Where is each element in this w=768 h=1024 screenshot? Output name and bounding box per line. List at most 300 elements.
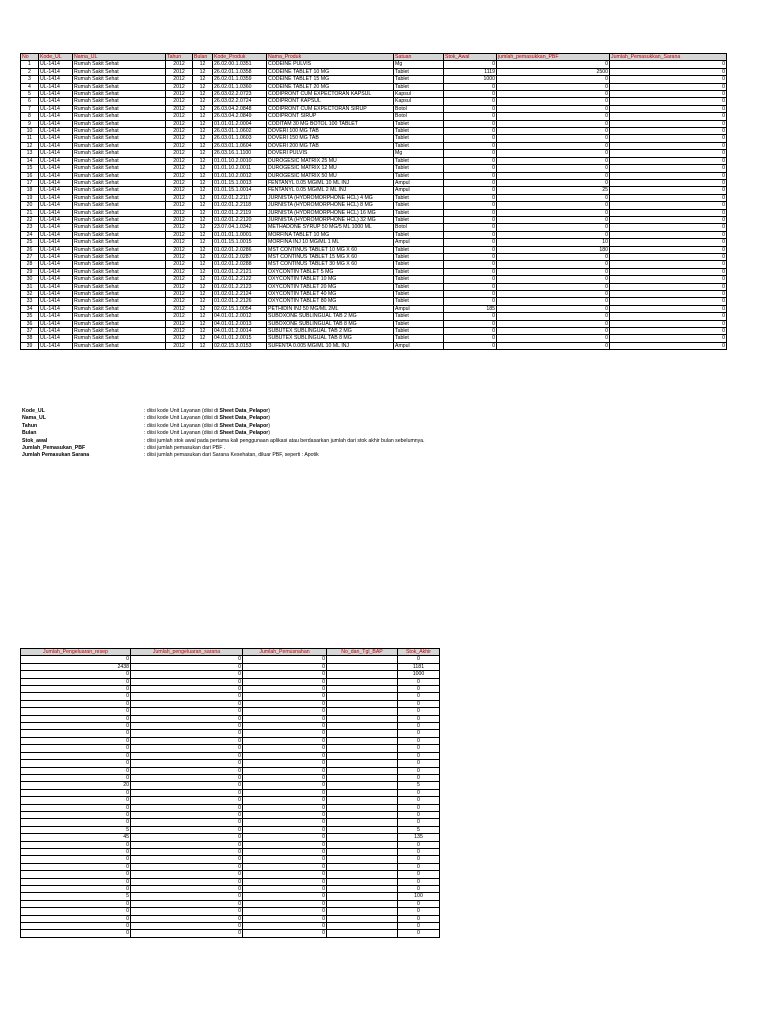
table-cell: 0 [131,930,243,937]
table-cell: 12 [193,246,213,253]
table-cell: 12 [193,172,213,179]
table-cell: 0 [21,700,131,707]
table-cell: 0 [131,811,243,818]
table-cell [327,915,398,922]
table-cell: 0 [398,752,440,759]
table-row [21,105,727,112]
table-cell: DUROGESIC MATRIX 12 MU [267,165,394,172]
table-cell: 2012 [166,261,193,268]
column-header: Satuan [394,54,444,61]
table-row [21,841,440,848]
table-cell: 0 [398,886,440,893]
table-cell [327,774,398,781]
table-cell: 0 [243,723,327,730]
table-cell: 0 [398,804,440,811]
table-row [21,782,440,789]
table-cell: 0 [610,98,727,105]
table-cell: 0 [610,83,727,90]
legend-text-end: ) [268,415,271,422]
table-cell: 26.03.16.1.1100 [213,150,267,157]
legend-text: : diisi kode Unit Layanan (diisi di [144,408,220,414]
table-cell: 0 [398,900,440,907]
table-cell: 0 [243,737,327,744]
table-cell [327,856,398,863]
table-cell: 0 [131,745,243,752]
table-cell: 0 [497,128,610,135]
table-cell: 0 [131,782,243,789]
table-cell: UL-1414 [39,135,73,142]
table-row [21,313,727,320]
table-cell: 36 [21,320,39,327]
table-cell: 2012 [166,239,193,246]
table-cell: UL-1414 [39,335,73,342]
table-cell: 33 [21,298,39,305]
table-cell: 2012 [166,172,193,179]
table-cell: Rumah Sakit Sehat [73,342,166,349]
table-cell: 0 [243,767,327,774]
table-cell: 0 [21,678,131,685]
table-cell: CODEINE TABLET 10 MG [267,68,394,75]
table-cell: UL-1414 [39,261,73,268]
table-cell: Rumah Sakit Sehat [73,128,166,135]
table-cell: 5 [21,893,131,900]
table-cell: 0 [610,91,727,98]
table-cell: Rumah Sakit Sehat [73,298,166,305]
table-cell: 0 [610,202,727,209]
table-cell: 0 [444,276,497,283]
table-row [21,305,727,312]
table-cell: 0 [444,91,497,98]
table-cell: Tablet [394,246,444,253]
table-cell: 12 [193,276,213,283]
table-cell: 0 [610,128,727,135]
table-cell: 0 [497,120,610,127]
table-cell: 0 [398,915,440,922]
table-cell: 0 [131,848,243,855]
table-cell: 0 [21,686,131,693]
table-row [21,723,440,730]
table-cell: 0 [21,841,131,848]
table-cell: 0 [131,767,243,774]
legend-key: Bulan [22,430,37,437]
table-cell: 0 [444,165,497,172]
table-cell: Ampul [394,239,444,246]
table-cell: 12 [193,253,213,260]
table-cell: 2012 [166,91,193,98]
table-cell: UL-1414 [39,283,73,290]
table-cell: 01.01.15.1.0013 [213,179,267,186]
table-cell: 0 [21,908,131,915]
table-row [21,291,727,298]
table-cell: 0 [243,930,327,937]
table-cell: 1181 [398,663,440,670]
table-cell: 0 [610,172,727,179]
table-cell: 0 [131,678,243,685]
table-cell: 0 [131,686,243,693]
table-cell: UL-1414 [39,305,73,312]
table-cell [327,908,398,915]
table-cell: 12 [193,283,213,290]
table-cell: MORFINA TABLET 10 MG [267,231,394,238]
table-row [21,826,440,833]
table-cell: 0 [497,105,610,112]
table-cell: UL-1414 [39,172,73,179]
table-cell: UL-1414 [39,105,73,112]
table-cell: 0 [610,209,727,216]
table-cell: UL-1414 [39,253,73,260]
table-cell [327,767,398,774]
table-cell: 12 [193,239,213,246]
column-header: Stok_Awal [444,54,497,61]
table-row [21,797,440,804]
column-header: Kode_Produk [213,54,267,61]
table-row [21,320,727,327]
table-cell: 2012 [166,187,193,194]
table-cell: UL-1414 [39,313,73,320]
table-cell: 0 [444,209,497,216]
table-cell: 0 [131,737,243,744]
table-cell: CODEINE TABLET 20 MG [267,83,394,90]
column-header: Stok_Akhir [398,649,440,656]
table-cell: 2012 [166,313,193,320]
table-cell: MORFINA INJ 10 MG/ML 1 ML [267,239,394,246]
table-row [21,715,440,722]
table-cell: 12 [193,135,213,142]
table-cell: 0 [398,686,440,693]
table-cell: 0 [610,335,727,342]
legend-description [144,423,270,430]
table-cell: 0 [131,693,243,700]
table-cell: 0 [243,900,327,907]
table-cell: 2012 [166,150,193,157]
table-cell: 12 [193,83,213,90]
table-cell: SUBOXONE SUBLINGUAL TAB 2 MG [267,313,394,320]
table-row [21,819,440,826]
table-cell: 0 [243,686,327,693]
stock-report-table [20,53,727,350]
table-cell: 25 [497,187,610,194]
legend-text-end: ) [268,430,271,437]
table-cell: 0 [398,923,440,930]
table-cell: Rumah Sakit Sehat [73,179,166,186]
table-cell: UL-1414 [39,328,73,335]
table-row [21,120,727,127]
table-cell: UL-1414 [39,239,73,246]
table-cell: JURNISTA (HYDROMORPHONE HCL) 16 MG [267,209,394,216]
table-row [21,915,440,922]
table-row [21,83,727,90]
table-cell: 0 [497,291,610,298]
table-cell: UL-1414 [39,165,73,172]
table-cell: 0 [131,826,243,833]
table-row [21,231,727,238]
column-header: jumlah_pemasukkan_PBF [497,54,610,61]
table-row [21,804,440,811]
table-cell: SUBUTEX SUBLINGUAL TAB 8 MG [267,335,394,342]
table-row [21,165,727,172]
table-cell: 0 [131,804,243,811]
table-cell: Rumah Sakit Sehat [73,105,166,112]
table-cell: 12 [193,328,213,335]
table-cell: 0 [444,202,497,209]
table-row [21,930,440,937]
legend-text: : diisi jumlah pemasukan dari Sarana Kesehatan, diluar PBF, seperti : Apotik [144,452,319,459]
table-cell: 01.02.01.2.2123 [213,283,267,290]
table-cell: 0 [243,671,327,678]
table-cell: 0 [243,782,327,789]
table-cell: 2012 [166,142,193,149]
table-cell: Tablet [394,291,444,298]
table-cell: 0 [21,886,131,893]
table-cell: 0 [21,878,131,885]
table-cell: 0 [131,774,243,781]
table-cell: 0 [243,811,327,818]
table-cell: 2012 [166,342,193,349]
table-cell: Rumah Sakit Sehat [73,320,166,327]
table-cell: Tablet [394,335,444,342]
table-cell: 12 [193,268,213,275]
table-cell: 0 [398,819,440,826]
table-cell: Rumah Sakit Sehat [73,61,166,68]
table-cell: 0 [131,863,243,870]
table-cell: 0 [398,723,440,730]
legend-description [144,438,425,445]
table-cell: Rumah Sakit Sehat [73,253,166,260]
table-cell: Tablet [394,128,444,135]
table-cell: CODEINE TABLET 15 MG [267,76,394,83]
table-row [21,276,727,283]
table-cell: 0 [497,313,610,320]
table-cell: 3 [21,76,39,83]
table-cell: 0 [444,320,497,327]
table-cell: 01.02.01.2.2124 [213,291,267,298]
table-cell: 0 [444,298,497,305]
table-row [21,678,440,685]
table-cell: 0 [398,656,440,663]
table-row [21,900,440,907]
table-cell: 0 [444,231,497,238]
table-cell: 15 [21,165,39,172]
table-cell: 0 [243,708,327,715]
table-cell: 2500 [497,68,610,75]
table-cell: 04.01.01.2.0015 [213,335,267,342]
table-cell: 0 [243,700,327,707]
table-cell: Tablet [394,76,444,83]
table-cell: 0 [497,172,610,179]
table-cell: 0 [497,135,610,142]
table-cell: 0 [497,76,610,83]
table-cell: Ampul [394,187,444,194]
table-header-row [21,54,727,61]
table-cell: 2012 [166,202,193,209]
table-cell: 0 [497,91,610,98]
table-cell: Tablet [394,68,444,75]
table-cell: 0 [21,715,131,722]
table-cell: Kapsul [394,98,444,105]
table-cell: 2012 [166,231,193,238]
table-cell: Rumah Sakit Sehat [73,68,166,75]
table-cell: Rumah Sakit Sehat [73,135,166,142]
table-cell: UL-1414 [39,231,73,238]
legend-row [22,445,425,452]
table-cell: 12 [193,320,213,327]
table-cell: 2012 [166,224,193,231]
table-cell: DOVERI 200 MG TAB [267,142,394,149]
table-cell: 2012 [166,291,193,298]
table-cell: 20 [21,202,39,209]
table-cell: 02.02.15.3.0153 [213,342,267,349]
table-cell: 0 [398,700,440,707]
table-cell: 2012 [166,283,193,290]
table-cell: 04.01.01.2.0014 [213,328,267,335]
table-cell: Rumah Sakit Sehat [73,194,166,201]
table-cell: 34 [21,305,39,312]
table-cell: 2012 [166,253,193,260]
table-cell: Rumah Sakit Sehat [73,283,166,290]
table-cell: 0 [21,923,131,930]
table-row [21,194,727,201]
table-cell: 4 [21,83,39,90]
table-cell: 0 [444,61,497,68]
table-cell [327,811,398,818]
table-cell: Tablet [394,328,444,335]
table-cell: 0 [610,179,727,186]
column-header: No_dan_Tgl_BAP [327,649,398,656]
table-cell: Rumah Sakit Sehat [73,261,166,268]
table-cell: 2012 [166,135,193,142]
table-cell: 0 [610,68,727,75]
column-header: Kode_UL [39,54,73,61]
table-cell: Tablet [394,135,444,142]
table-cell: Tablet [394,216,444,223]
table-cell: 0 [497,283,610,290]
legend-text: : diisi kode Unit Layanan (diisi di [144,430,220,437]
table-cell: Tablet [394,283,444,290]
table-cell: SUFENTA 0.005 MG/ML 10 ML INJ [267,342,394,349]
table-cell: 0 [21,856,131,863]
table-cell: 0 [444,283,497,290]
table-cell: Tablet [394,313,444,320]
legend-description [144,445,225,452]
column-header: No [21,54,39,61]
table-row [21,98,727,105]
table-cell: 0 [243,678,327,685]
table-cell: 0 [444,172,497,179]
table-cell: 12 [193,216,213,223]
table-row [21,752,440,759]
table-cell: 0 [444,105,497,112]
table-cell: 12 [193,342,213,349]
table-cell: 0 [497,165,610,172]
table-row [21,335,727,342]
table-cell: 2012 [166,209,193,216]
table-cell: 0 [131,656,243,663]
table-cell: 2012 [166,157,193,164]
table-cell: 0 [398,871,440,878]
table-cell: Rumah Sakit Sehat [73,328,166,335]
table-cell: 0 [610,342,727,349]
table-cell: 12 [193,291,213,298]
table-cell: UL-1414 [39,246,73,253]
table-cell: 0 [398,930,440,937]
table-cell: UL-1414 [39,142,73,149]
table-cell: 0 [610,224,727,231]
table-cell: 01.02.01.2.2121 [213,268,267,275]
table-cell: 0 [444,194,497,201]
table-row [21,239,727,246]
table-cell: 19 [21,194,39,201]
table-cell: 25 [21,239,39,246]
table-cell: 0 [497,305,610,312]
table-cell: 0 [243,789,327,796]
table-cell: 0 [21,797,131,804]
table-row [21,224,727,231]
table-cell [327,923,398,930]
table-cell: 0 [610,276,727,283]
table-cell: 12 [193,165,213,172]
table-cell: 0 [610,313,727,320]
table-cell: 0 [497,261,610,268]
table-cell: 26.02.01.1.0359 [213,76,267,83]
table-cell: 0 [610,61,727,68]
legend-text: : diisi jumlah stok awal pada pertama kali penggunaan aplikasi atau berdasarkan jumlah dari stok akhir bulan sebelumnya. [144,437,425,444]
table-cell: 2012 [166,120,193,127]
table-cell: 135 [398,834,440,841]
table-row [21,187,727,194]
legend-key: Stok_awal [22,437,48,444]
table-cell [327,819,398,826]
table-cell: 0 [21,693,131,700]
table-cell: 0 [131,663,243,670]
table-cell: UL-1414 [39,83,73,90]
table-cell: 5 [398,782,440,789]
table-cell: 0 [610,113,727,120]
table-cell [327,834,398,841]
legend-description [144,408,270,415]
table-cell: 5 [21,91,39,98]
table-row [21,848,440,855]
table-row [21,150,727,157]
table-cell: 12 [193,113,213,120]
table-cell: 26.02.01.1.0358 [213,68,267,75]
table-cell: 12 [193,224,213,231]
table-cell: 0 [243,760,327,767]
table-cell [327,900,398,907]
table-cell: 02.02.15.1.0054 [213,305,267,312]
table-cell: 0 [610,187,727,194]
table-cell: 6 [21,98,39,105]
table-cell: 12 [193,179,213,186]
table-cell: UL-1414 [39,268,73,275]
table-cell: Rumah Sakit Sehat [73,224,166,231]
table-cell: 0 [21,811,131,818]
table-row [21,261,727,268]
table-cell: 0 [131,789,243,796]
table-cell: Rumah Sakit Sehat [73,276,166,283]
table-row [21,893,440,900]
column-header: Jumlah_pengeluaran_sarana [131,649,243,656]
table-row [21,923,440,930]
table-cell: 0 [497,157,610,164]
table-cell: 12 [193,120,213,127]
table-cell: 0 [497,298,610,305]
table-row [21,663,440,670]
table-cell: 0 [131,841,243,848]
table-cell: 1 [21,61,39,68]
table-cell: UL-1414 [39,209,73,216]
table-cell: 185 [444,305,497,312]
table-cell: 0 [610,328,727,335]
